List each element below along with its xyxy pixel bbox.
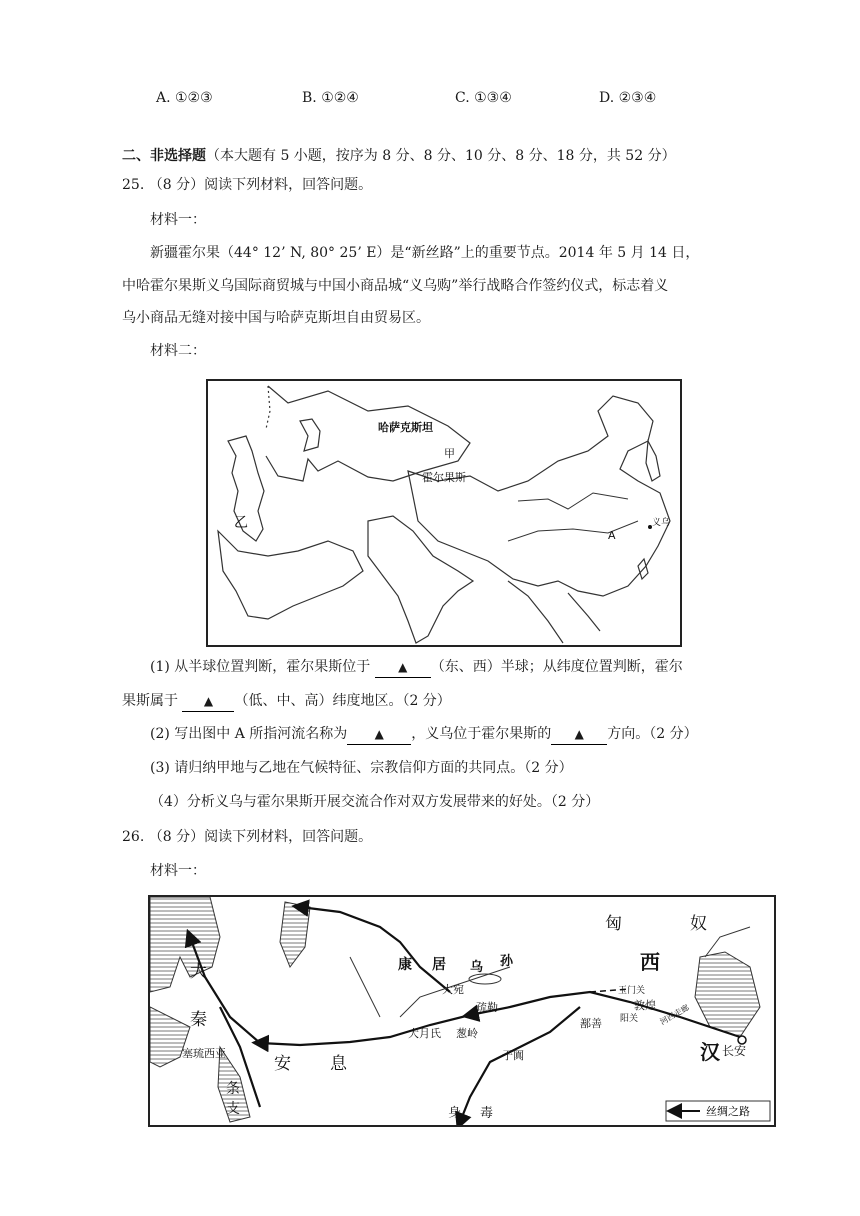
q25-sub1-blank2[interactable]: ▲ — [182, 691, 234, 712]
label-dunhuang: 敦煌 — [634, 999, 656, 1012]
label-dayuezhi: 大月氏 — [408, 1027, 441, 1040]
label-changan: 长安 — [722, 1044, 747, 1058]
dotted-border — [266, 386, 270, 429]
label-an: 安 — [274, 1054, 291, 1074]
label-xiongnu-1: 匈 — [605, 914, 622, 934]
river-2 — [350, 957, 380, 1017]
q25-material1-line3: 乌小商品无缝对接中国与哈萨克斯坦自由贸易区。 — [122, 310, 430, 326]
label-dawan: 大宛 — [442, 983, 464, 996]
label-qin: 秦 — [190, 1010, 207, 1030]
korea-shape — [646, 441, 660, 481]
river-3 — [705, 927, 750, 957]
kazakhstan-border — [266, 386, 470, 481]
label-da: 大 — [190, 962, 207, 982]
q25-sub1-text-a: (1) 从半球位置判断，霍尔果斯位于 — [150, 659, 371, 675]
india-outline — [368, 516, 473, 643]
q25-sub1-line2 — [122, 691, 451, 712]
label-yi: 乙 — [234, 515, 248, 531]
label-sailiuxiya: 塞琉西亚 — [182, 1047, 226, 1060]
q25-sub2-blank2[interactable]: ▲ — [551, 724, 607, 745]
label-du: 毒 — [480, 1106, 494, 1121]
q25-material1-line2: 中哈霍尔果斯义乌国际商贸城与中国小商品城“义乌购”举行战略合作签约仪式，标志着义 — [122, 278, 669, 294]
q26-material1-title: 材料一： — [150, 863, 206, 879]
legend-label: 丝绸之路 — [706, 1105, 750, 1118]
label-xiongnu-2: 奴 — [690, 914, 707, 934]
section-note: （本大题有 5 小题，按序为 8 分、8 分、10 分、8 分、18 分，共 52 分） — [206, 148, 676, 164]
option-d[interactable]: D. ②③④ — [599, 90, 657, 106]
q25-sub1-text-d: （低、中、高）纬度地区。（2 分） — [234, 693, 451, 709]
label-a: A — [608, 529, 616, 542]
aral-sea-shape — [300, 419, 320, 451]
q25-sub3: (3) 请归纳甲地与乙地在气候特征、宗教信仰方面的共同点。（2 分） — [150, 760, 573, 776]
label-sun: 孙 — [500, 954, 514, 969]
southeast-asia-coast — [508, 581, 600, 643]
asia-map — [206, 379, 682, 647]
label-xi: 西 — [640, 950, 660, 974]
q25-sub2-text-c: 方向。（2 分） — [607, 726, 698, 742]
q25-material1-line1: 新疆霍尔果（44° 12’ N, 80° 25’ E）是“新丝路”上的重要节点。2014 年 5 月 14 日， — [150, 245, 700, 261]
label-zhi: 支 — [226, 1101, 240, 1117]
sea-hatched-west — [150, 897, 220, 992]
label-shen: 身 — [448, 1106, 462, 1121]
label-congling: 葱岭 — [456, 1027, 478, 1040]
label-ju: 居 — [432, 957, 446, 973]
q25-sub2-blank1[interactable]: ▲ — [347, 724, 411, 745]
route-north — [300, 907, 450, 992]
label-tiao: 条 — [226, 1081, 240, 1097]
q25-heading: 25. （8 分）阅读下列材料，回答问题。 — [122, 177, 373, 193]
map-legend — [666, 1101, 770, 1121]
yangtze-river — [508, 521, 638, 541]
label-yangguan: 阳关 — [620, 1014, 639, 1024]
caspian-hatched — [280, 902, 310, 967]
q25-material1-title: 材料一： — [150, 212, 206, 228]
q26-heading: 26. （8 分）阅读下列材料，回答问题。 — [122, 829, 373, 845]
q25-material2-title: 材料二： — [150, 343, 206, 359]
q25-sub1-text-b: （东、西）半球；从纬度位置判断，霍尔 — [430, 659, 683, 675]
label-hexi: 河西走廊 — [658, 1002, 691, 1027]
label-jia: 甲 — [444, 447, 455, 460]
label-shanshan: 鄯善 — [580, 1017, 602, 1030]
asia-map-svg — [208, 381, 680, 645]
silk-road-map-svg — [150, 897, 774, 1125]
label-han: 汉 — [700, 1040, 720, 1064]
label-kang: 康 — [398, 957, 412, 973]
middle-east-outline — [218, 531, 363, 619]
q25-sub4: （4）分析义乌与霍尔果斯开展交流合作对双方发展带来的好处。（2 分） — [150, 794, 600, 810]
label-shule: 疏勒 — [476, 1001, 498, 1014]
label-yutian: 于阗 — [502, 1049, 524, 1062]
option-b[interactable]: B. ①②④ — [302, 90, 359, 106]
option-a[interactable]: A. ①②③ — [156, 90, 213, 106]
label-kazakhstan: 哈萨克斯坦 — [378, 421, 433, 434]
silk-road-map — [148, 895, 776, 1127]
section-heading — [122, 146, 676, 166]
yellow-river — [518, 493, 628, 509]
label-yumenguan: 玉门关 — [618, 986, 646, 996]
changan-dot — [738, 1036, 746, 1044]
label-xi2: 息 — [330, 1054, 347, 1074]
label-yiwu: 义乌 — [652, 518, 671, 528]
q25-sub2 — [150, 724, 698, 745]
q25-sub2-text-a: (2) 写出图中 A 所指河流名称为 — [150, 726, 348, 742]
label-khorgos: 霍尔果斯 — [422, 471, 466, 484]
q25-sub1-text-c: 果斯属于 — [122, 693, 178, 709]
yiwu-dot — [648, 525, 652, 529]
route-south — [460, 1007, 580, 1122]
option-c[interactable]: C. ①③④ — [455, 90, 512, 106]
section-title: 二、非选择题 — [122, 148, 206, 164]
q25-sub2-text-b: ，义乌位于霍尔果斯的 — [411, 726, 552, 742]
label-wu: 乌 — [470, 960, 484, 975]
q25-sub1-line1 — [150, 657, 683, 678]
q25-sub1-blank1[interactable]: ▲ — [375, 657, 431, 678]
